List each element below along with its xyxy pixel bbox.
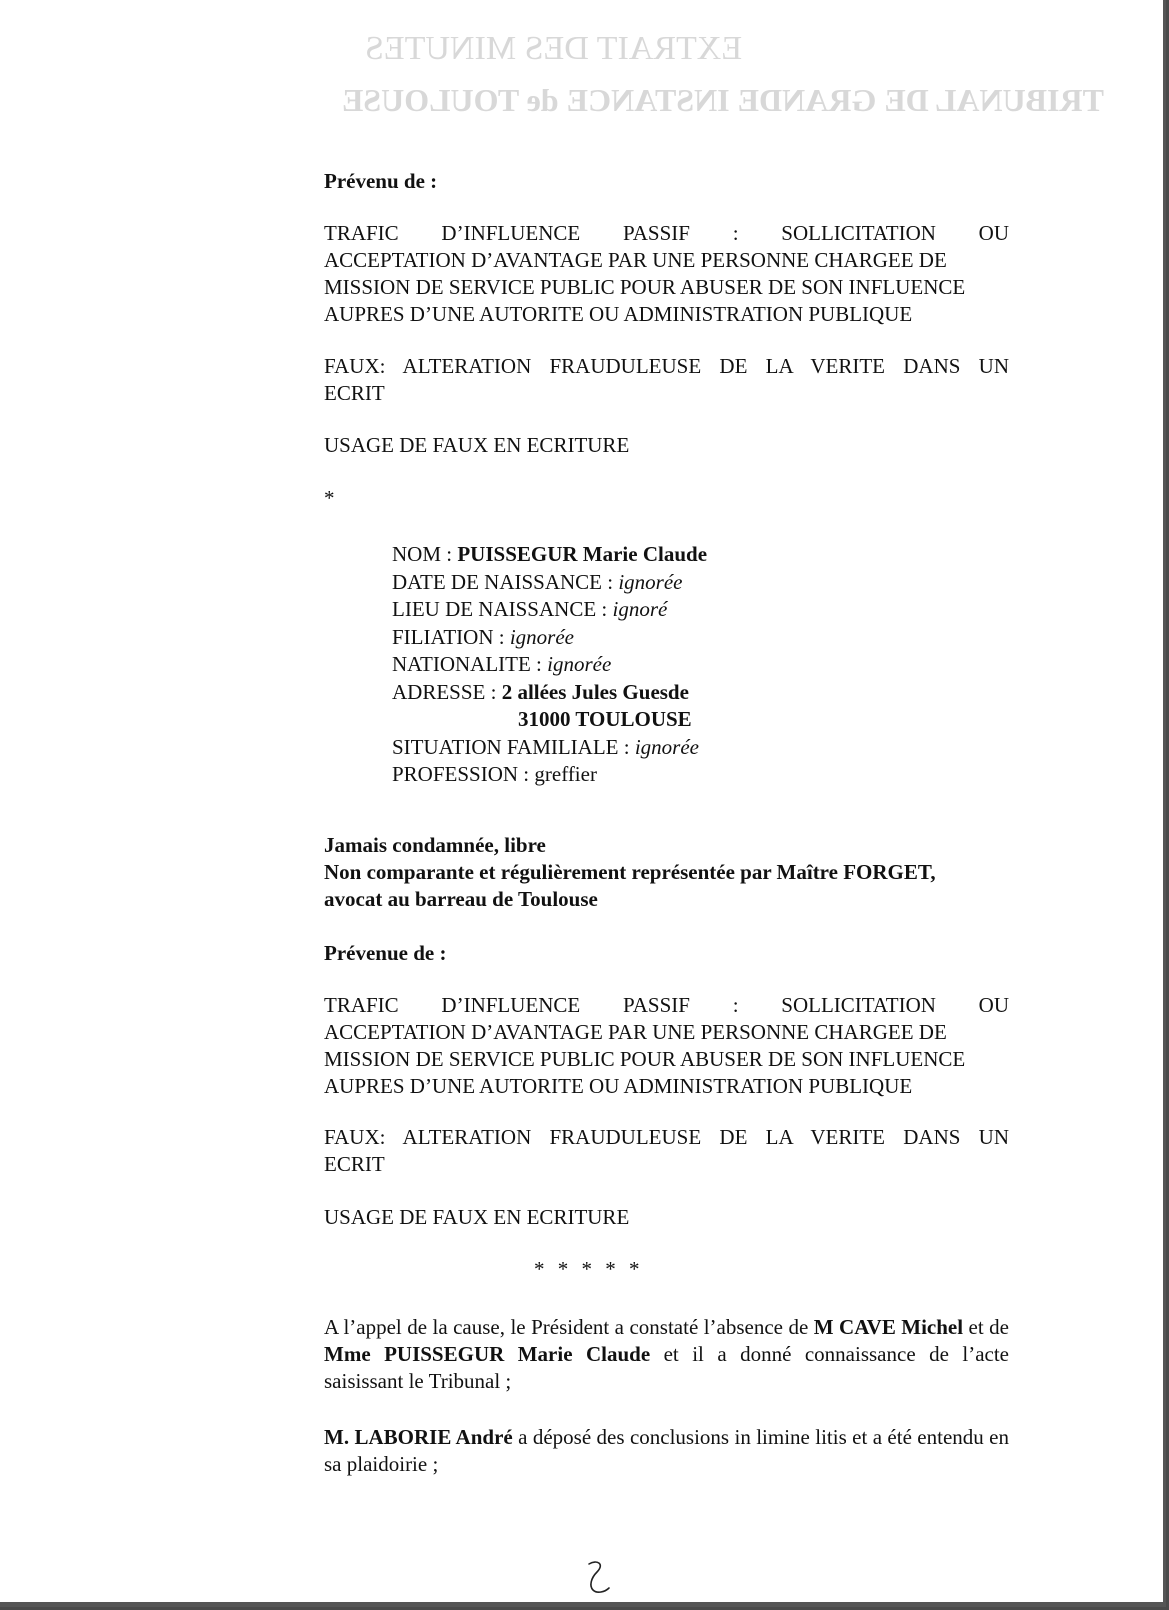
bleed-through-header: EXTRAIT DES MINUTES bbox=[365, 30, 743, 67]
name-label: NOM : bbox=[392, 542, 458, 566]
paragraph-text: et de bbox=[963, 1315, 1009, 1339]
identity-address-row2 bbox=[392, 706, 707, 734]
identity-filiation-row bbox=[392, 624, 707, 652]
hearing-paragraph bbox=[324, 1314, 1009, 1395]
charge-line: ACCEPTATION D’AVANTAGE PAR UNE PERSONNE CHARGEE DE bbox=[324, 1020, 947, 1044]
name-value: PUISSEGUR Marie Claude bbox=[457, 542, 708, 566]
section2-charge2 bbox=[324, 1124, 1009, 1178]
section1-separator: * bbox=[324, 486, 335, 510]
dob-value: ignorée bbox=[618, 569, 683, 594]
section2-charge1 bbox=[324, 992, 1009, 1100]
family-label: SITUATION FAMILIALE : bbox=[392, 734, 635, 759]
paragraph-text: et il a donné connaissance de l’acte saisissant le Tribunal ; bbox=[324, 1342, 1009, 1393]
identity-profession-row bbox=[392, 761, 707, 789]
identity-address-row bbox=[392, 679, 707, 707]
status-block bbox=[324, 832, 1009, 913]
pleading-paragraph bbox=[324, 1424, 1009, 1478]
birthplace-label: LIEU DE NAISSANCE : bbox=[392, 597, 613, 621]
birthplace-value: ignoré bbox=[612, 597, 668, 621]
family-value: ignorée bbox=[634, 734, 699, 759]
defendant-name: Mme PUISSEGUR Marie Claude bbox=[324, 1342, 651, 1366]
paragraph-text: a déposé des conclusions in limine litis et a été entendu en sa plaidoirie ; bbox=[324, 1425, 1009, 1476]
party-name: M. LABORIE André bbox=[324, 1425, 513, 1449]
identity-name-row bbox=[392, 541, 707, 569]
section2-charge3: USAGE DE FAUX EN ECRITURE bbox=[324, 1205, 630, 1229]
section1-charge2 bbox=[324, 353, 1009, 407]
charge-line: AUPRES D’UNE AUTORITE OU ADMINISTRATION PUBLIQUE bbox=[324, 302, 913, 326]
charge-line: FAUX: ALTERATION FRAUDULEUSE DE LA VERITE DANS UN bbox=[324, 354, 1009, 378]
charge-line: AUPRES D’UNE AUTORITE OU ADMINISTRATION PUBLIQUE bbox=[324, 1074, 913, 1098]
section2-separator: * * * * * bbox=[534, 1257, 644, 1281]
section2-heading: Prévenue de : bbox=[324, 941, 447, 965]
charge-line: MISSION DE SERVICE PUBLIC POUR ABUSER DE SON INFLUENCE bbox=[324, 1047, 966, 1071]
charge-line: ECRIT bbox=[324, 1152, 385, 1176]
profession-label: PROFESSION : bbox=[392, 762, 535, 786]
handwritten-page-mark bbox=[583, 1560, 613, 1596]
section1-charge1 bbox=[324, 220, 1009, 328]
identity-nationality-row bbox=[392, 651, 707, 679]
charge-line: TRAFIC D’INFLUENCE PASSIF : SOLLICITATION OU bbox=[324, 993, 1009, 1017]
paragraph-text: A l’appel de la cause, le Président a constaté l’absence de bbox=[324, 1315, 814, 1339]
section1-charge3: USAGE DE FAUX EN ECRITURE bbox=[324, 433, 630, 457]
charge-line: MISSION DE SERVICE PUBLIC POUR ABUSER DE SON INFLUENCE bbox=[324, 275, 966, 299]
identity-block bbox=[392, 541, 707, 789]
charge-line: ECRIT bbox=[324, 381, 385, 405]
address-line1: 2 allées Jules Guesde bbox=[501, 679, 689, 704]
section1-heading: Prévenu de : bbox=[324, 169, 438, 193]
identity-family-row bbox=[392, 734, 707, 762]
dob-label: DATE DE NAISSANCE : bbox=[392, 569, 619, 594]
status-line: Non comparante et régulièrement représentée par Maître FORGET, bbox=[324, 860, 936, 884]
identity-birthplace-row bbox=[392, 596, 707, 624]
address-label: ADRESSE : bbox=[392, 679, 502, 704]
address-line2: 31000 TOULOUSE bbox=[518, 707, 692, 731]
nationality-label: NATIONALITE : bbox=[392, 652, 548, 676]
bleed-through-court: TRIBUNAL DE GRANDE INSTANCE de TOULOUSE bbox=[342, 82, 1104, 118]
charge-line: TRAFIC D’INFLUENCE PASSIF : SOLLICITATION OU bbox=[324, 221, 1009, 245]
charge-line: FAUX: ALTERATION FRAUDULEUSE DE LA VERITE DANS UN bbox=[324, 1125, 1009, 1149]
filiation-value: ignorée bbox=[509, 624, 574, 649]
identity-dob-row bbox=[392, 569, 707, 597]
nationality-value: ignorée bbox=[547, 652, 612, 676]
defendant-name: M CAVE Michel bbox=[813, 1315, 964, 1339]
filiation-label: FILIATION : bbox=[392, 624, 510, 649]
status-line: avocat au barreau de Toulouse bbox=[324, 887, 598, 911]
status-line: Jamais condamnée, libre bbox=[324, 833, 546, 857]
profession-value: greffier bbox=[534, 762, 597, 786]
charge-line: ACCEPTATION D’AVANTAGE PAR UNE PERSONNE CHARGEE DE bbox=[324, 248, 947, 272]
